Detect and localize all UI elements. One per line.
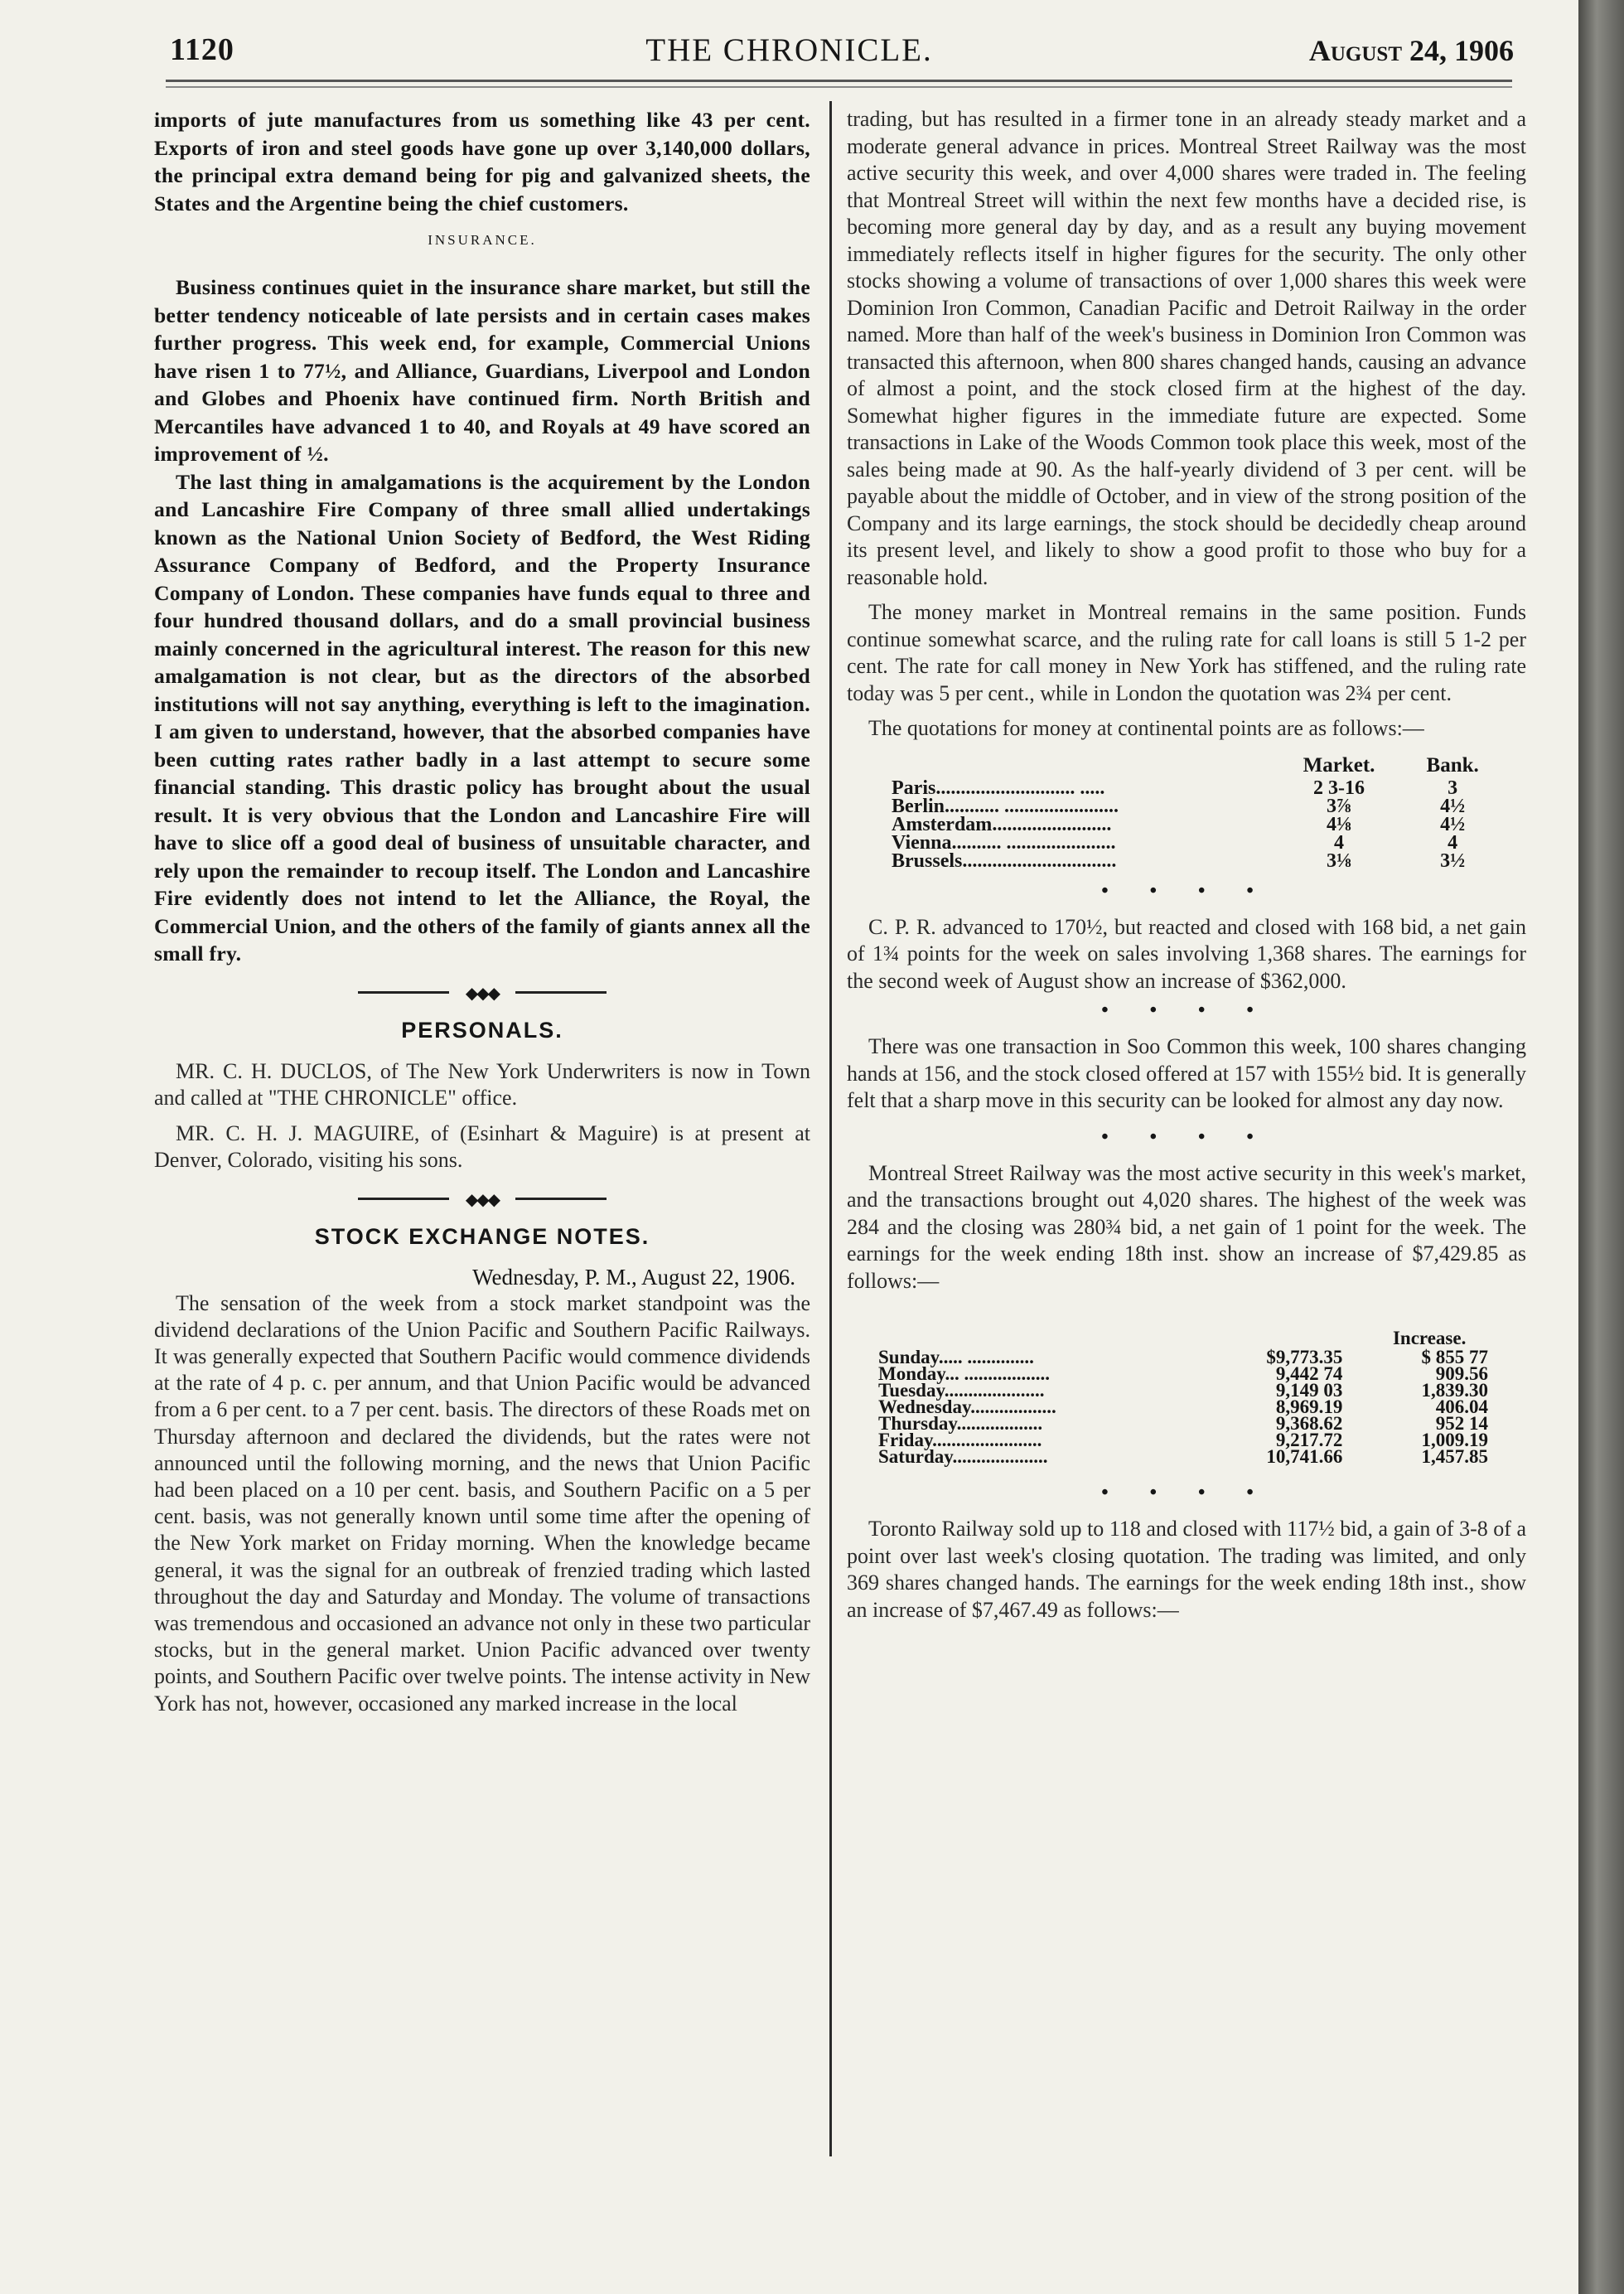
table-row: Vienna.......... ...................... 4 4 bbox=[892, 831, 1458, 854]
page-header bbox=[0, 31, 1578, 73]
scan-edge bbox=[1578, 0, 1624, 2294]
ornament-divider bbox=[358, 1188, 607, 1211]
section-dots: • • • • bbox=[1101, 999, 1272, 1021]
money-rates-table bbox=[888, 754, 1501, 870]
stock-paragraph-1: The sensation of the week from a stock market standpoint was the dividend declarations of the Union Pacific and Southern Pacific Railways. It was generally expected that Southern Pacific would commence dividends at the rate of 4 p. c. per annum, and that Union Pacific would be advanced from a 6 per cent. to a 7 per cent. basis. The directors of these Roads met on Thursday afternoon and declared the dividends, but the rates were not announced until the following morning, and the news that Union Pacific had been placed on a 10 per cent. basis, and Southern Pacific on a 5 per cent. basis, was not generally known until some time after the opening of the New York market on Friday morning. When the knowledge became general, it was the signal for an outbreak of frenzied trading which lasted throughout the day and Saturday and Monday. The volume of transactions was tremendous and occasioned an advance not only in these two particular stocks, but in the general market. Union Pacific advanced over twenty points, and Southern Pacific over twelve points. The intense activity in New York has not, however, occasioned any marked increase in the local bbox=[154, 1290, 810, 1716]
header-rule-thin bbox=[166, 86, 1512, 88]
stock-exchange-heading: STOCK EXCHANGE NOTES. bbox=[314, 1223, 650, 1249]
personals-paragraph-2: MR. C. H. J. MAGUIRE, of (Esinhart & Maguire) is at present at Denver, Colorado, visiting his sons. bbox=[154, 1120, 810, 1172]
table-row: Berlin........... ....................... 3⅞ 4½ bbox=[892, 795, 1466, 817]
ornament-diamond-icon: ◆◆◆ bbox=[465, 984, 500, 1003]
intro-paragraph: imports of jute manufactures from us something like 43 per cent. Exports of iron and steel goods have gone up over 3,140,000 dollars, the principal extra demand being for pig and galvanized sheets, the States and the Argentine being the chief customers. bbox=[154, 108, 810, 215]
stock-dateline: Wednesday, P. M., August 22, 1906. bbox=[472, 1264, 795, 1290]
ornament-diamond-icon: ◆◆◆ bbox=[465, 1190, 500, 1209]
table-row: Amsterdam........................ 4⅛ 4½ bbox=[892, 813, 1466, 835]
table-row: Paris............................ ..... 2 3-16 3 bbox=[892, 777, 1458, 799]
toronto-paragraph: Toronto Railway sold up to 118 and closed with 117½ bid, a gain of 3-8 of a point over last week's closing quotation. The trading was limited, and only 369 shares changed hands. The earnings for the week ending 18th inst., show an increase of $7,467.49 as follows:— bbox=[847, 1517, 1526, 1622]
section-dots: • • • • bbox=[1101, 1125, 1272, 1148]
table-row: Friday....................... 9,217.72 1,009.19 bbox=[878, 1430, 1488, 1450]
table-row: Thursday.................. 9,368.62 952 14 bbox=[878, 1413, 1488, 1434]
quotations-intro: The quotations for money at continental points are as follows:— bbox=[868, 716, 1424, 740]
right-paragraph-1: trading, but has resulted in a firmer tone in an already steady market and a moderate general advance in prices. Montreal Street Railway was the most active security this week, and over 4,000 shares were traded in. The feeling that Montreal Street will within the next few months have a decided rise, is becoming more general day by day, and as a result any buying movement immediately reflects itself in higher figures for the security. The only other stocks showing a volume of transactions of over 1,000 shares this week were Dominion Iron Common, Canadian Pacific and Detroit Railway in the order named. More than half of the week's business in Dominion Iron Common was transacted this afternoon, when 800 shares changed hands, causing an advance of almost a point, and the stock closed firm at the highest of the day. Somewhat higher figures in the immediate future are expected. Some transactions in Lake of the Woods Common took place this week, most of the sales being made at 90. As the half-yearly dividend of 3 per cent. will be payable about the middle of October, and in view of the strong position of the Company and its large earnings, the stock should be decidedly cheap around its present level, and likely to show a good profit to those who buy for a reasonable hold. bbox=[847, 107, 1526, 589]
montreal-street-paragraph: Montreal Street Railway was the most active security in this week's market, and the transactions brought out 4,020 shares. The highest of the week was 284 and the closing was 280¾ bid, a net gain of 1 point for the week. The earnings for the week ending 18th inst. show an increase of $7,429.85 as follows:— bbox=[847, 1160, 1526, 1293]
table-row: Sunday..... .............. $9,773.35 $ 855 77 bbox=[878, 1347, 1488, 1367]
left-column bbox=[154, 106, 810, 1717]
table-row: Wednesday.................. 8,969.19 406.04 bbox=[878, 1396, 1488, 1417]
page-number: 1120 bbox=[170, 32, 234, 67]
insurance-paragraph-1: Business continues quiet in the insurance share market, but still the better tendency noticeable of late persists and in certain cases makes further progress. This week end, for example, Commercial Unions have risen 1 to 77½, and Alliance, Guardians, Liverpool and London and Globes and Phoenix have continued firm. North British and Mercantiles have advanced 1 to 40, and Royals at 49 have scored an improvement of ½. bbox=[154, 275, 810, 466]
table-header: Bank. bbox=[1426, 753, 1479, 777]
table-row: Brussels............................... 3⅛ 3½ bbox=[892, 849, 1466, 872]
insurance-heading: INSURANCE. bbox=[428, 232, 537, 248]
earnings-table bbox=[875, 1328, 1513, 1465]
table-row: Saturday.................... 10,741.66 1,457.85 bbox=[878, 1446, 1488, 1467]
right-column bbox=[847, 106, 1526, 1624]
table-row: Tuesday..................... 9,149 03 1,839.30 bbox=[878, 1380, 1488, 1401]
paper-title: THE CHRONICLE. bbox=[645, 32, 933, 68]
soo-paragraph: There was one transaction in Soo Common this week, 100 shares changing hands at 156, and the stock closed offered at 157 with 155½ bid. It is generally felt that a sharp move in this security can be looked for almost any day now. bbox=[847, 1034, 1526, 1112]
section-dots: • • • • bbox=[1101, 1482, 1272, 1503]
ornament-divider bbox=[358, 981, 607, 1004]
table-header bbox=[888, 754, 1274, 779]
table-header: Increase. bbox=[1392, 1328, 1467, 1348]
personals-heading: PERSONALS. bbox=[401, 1017, 563, 1043]
table-row: Monday... .................. 9,442 74 909.56 bbox=[878, 1363, 1488, 1384]
cpr-paragraph: C. P. R. advanced to 170½, but reacted and closed with 168 bid, a net gain of 1¾ points for the week on sales involving 1,368 shares. The earnings for the second week of August show an increase of $362,000. bbox=[847, 914, 1526, 993]
table-header: Market. bbox=[1303, 753, 1375, 777]
money-market-paragraph: The money market in Montreal remains in the same position. Funds continue somewhat scarce, and the ruling rate for call loans is still 5 1-2 per cent. The rate for call money in New York has stiffened, and the ruling rate today was 5 per cent., while in London the quotation was 2¾ per cent. bbox=[847, 600, 1526, 705]
insurance-paragraph-2: The last thing in amalgamations is the acquirement by the London and Lancashire Fire Company of three small allied undertakings known as the National Union Society of Bedford, the West Riding Assurance Company of Bedford, and the Property Insurance Company of London. These companies have funds equal to three and four hundred thousand dollars, and do a small provincial business mainly concerned in the agricultural interest. The reason for this new amalgamation is not clear, but as the directors of the absorbed institutions will not say anything, everything is left to the imagination. I am given to understand, however, that the absorbed companies have been cutting rates rather badly in a last attempt to secure some financial standing. This drastic policy has brought about the usual result. It is very obvious that the London and Lancashire Fire will have to slice off a good deal of business of unsuitable character, and rely upon the remainder to recoup itself. The London and Lancashire Fire evidently does not intend to let the Alliance, the Royal, the Commercial Union, and the others of the family of giants annex all the small fry. bbox=[154, 469, 810, 966]
header-rule bbox=[166, 80, 1512, 82]
personals-paragraph-1: MR. C. H. DUCLOS, of The New York Underwriters is now in Town and called at "THE CHRONICLE" office. bbox=[154, 1058, 810, 1110]
issue-date: August 24, 1906 bbox=[1308, 34, 1514, 67]
column-divider bbox=[829, 101, 832, 2156]
section-dots: • • • • bbox=[1101, 879, 1272, 902]
